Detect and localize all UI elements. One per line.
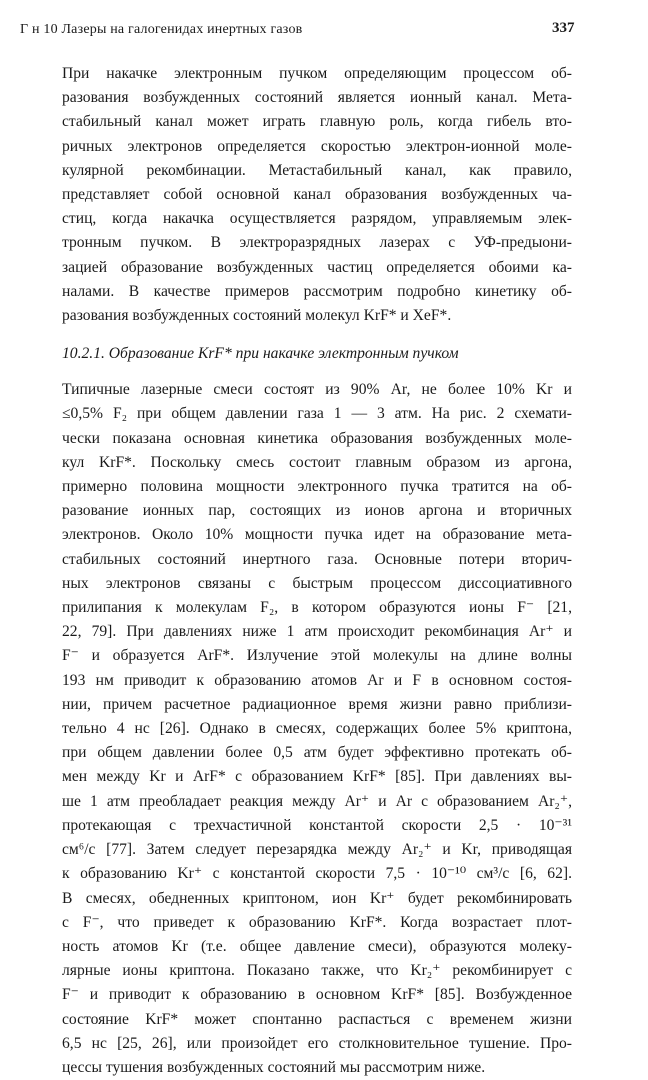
text-line: 22, 79]. При давлениях ниже 1 атм происходит рекомбинация Ar⁺ и (62, 623, 572, 641)
text-line: При накачке электронным пучком определяющим процессом об- (62, 65, 572, 82)
text-line: примерно половина мощности электронного пучка тратится на об- (62, 478, 572, 496)
paragraph-intro (62, 62, 572, 328)
text-line: F⁻ и образуется ArF*. Излучение этой молекулы на длине волны (62, 647, 572, 665)
text-line: стабильный канал может играть главную роль, когда гибель вто- (62, 113, 572, 131)
text-line: разования возбужденных состояний является ионный канал. Мета- (62, 89, 572, 107)
text-line: с F⁻, что приведет к образованию KrF*. Когда возрастает плот- (62, 913, 572, 931)
text-line: разования возбужденных состояний молекул KrF* и XeF*. (62, 307, 452, 325)
text-line: Типичные лазерные смеси состоят из 90% Ar, не более 10% Kr и (62, 381, 572, 399)
text-line: ше 1 атм преобладает реакция между Ar⁺ и Ar с образованием Ar₂⁺, (62, 792, 572, 810)
text-line: нии, причем расчетное радиационное время жизни равно приблизи- (62, 695, 572, 713)
text-line: мен между Kr и ArF* с образованием KrF* [85]. При давлениях вы- (62, 768, 572, 786)
text-line: цессы тушения возбужденных состояний мы рассмотрим ниже. (62, 1058, 486, 1076)
text-line: кулярной рекомбинации. Метастабильный канал, как правило, (62, 161, 572, 179)
text-line: кул KrF*. Поскольку смесь состоит главным образом из аргона, (62, 453, 572, 471)
running-head: Г н 10 Лазеры на галогенидах инертных газов (20, 22, 303, 37)
text-line: состояние KrF* может спонтанно распасться с временем жизни (62, 1010, 572, 1028)
paragraph-kinetics (62, 378, 572, 1080)
text-line: к образованию Kr⁺ с константой скорости 7,5 · 10⁻¹⁰ см³/с [6, 62]. (62, 865, 572, 883)
text-line: 6,5 нс [25, 26], или произойдет его столкновительное тушение. Про- (62, 1034, 572, 1052)
text-line: представляет собой основной канал образования возбужденных ча- (62, 186, 572, 204)
text-line: 193 нм приводит к образованию атомов Ar и F в основном состоя- (62, 671, 572, 689)
text-line: тронным пучком. В электроразрядных лазерах с УФ-предыони- (62, 234, 572, 252)
text-line: ных электронов связаны с быстрым процессом диссоциативного (62, 574, 572, 592)
text-line: протекающая с трехчастичной константой скорости 2,5 · 10⁻³¹ (62, 816, 572, 834)
text-line: см⁶/с [77]. Затем следует перезарядка между Ar₂⁺ и Kr, приводящая (62, 841, 572, 859)
text-line: налами. В качестве примеров рассмотрим подробно кинетику об- (62, 282, 572, 300)
text-line: ность атомов Kr (т.е. общее давление смеси), образуются молеку- (62, 937, 572, 955)
text-line: ≤0,5% F₂ при общем давлении газа 1 — 3 атм. На рис. 2 схемати- (62, 405, 572, 423)
text-line: лярные ионы криптона. Показано также, что Kr₂⁺ рекомбинирует с (62, 962, 572, 980)
text-line: разование ионных пар, состоящих из ионов аргона и вторичных (62, 502, 572, 520)
body-text (62, 62, 572, 1080)
text-line: В смесях, обедненных криптоном, ион Kr⁺ будет рекомбинировать (62, 889, 572, 907)
text-line: стиц, когда накачка осуществляется разрядом, управляемым элек- (62, 210, 572, 228)
text-line: зацией образование возбужденных частиц определяется обоими ка- (62, 258, 572, 276)
text-line: F⁻ и приводит к образованию в основном KrF* [85]. Возбужденное (62, 986, 572, 1004)
page-number: 337 (552, 20, 575, 36)
text-line: тельно 4 нс [26]. Однако в смесях, содержащих более 5% криптона, (62, 720, 572, 738)
text-line: при общем давлении более 0,5 атм будет эффективно протекать об- (62, 744, 572, 762)
text-line: прилипания к молекулам F₂, в котором образуются ионы F⁻ [21, (62, 599, 572, 617)
section-subheading: 10.2.1. Образование KrF* при накачке электронным пучком (62, 345, 459, 363)
text-line: ричных электронов определяется скоростью электрон-ионной моле- (62, 137, 572, 155)
text-line: стабильных состояний инертного газа. Основные потери вторич- (62, 550, 572, 568)
text-line: электронов. Около 10% мощности пучка идет на образование мета- (62, 526, 572, 544)
text-line: чески показана основная кинетика образования возбужденных моле- (62, 429, 572, 447)
